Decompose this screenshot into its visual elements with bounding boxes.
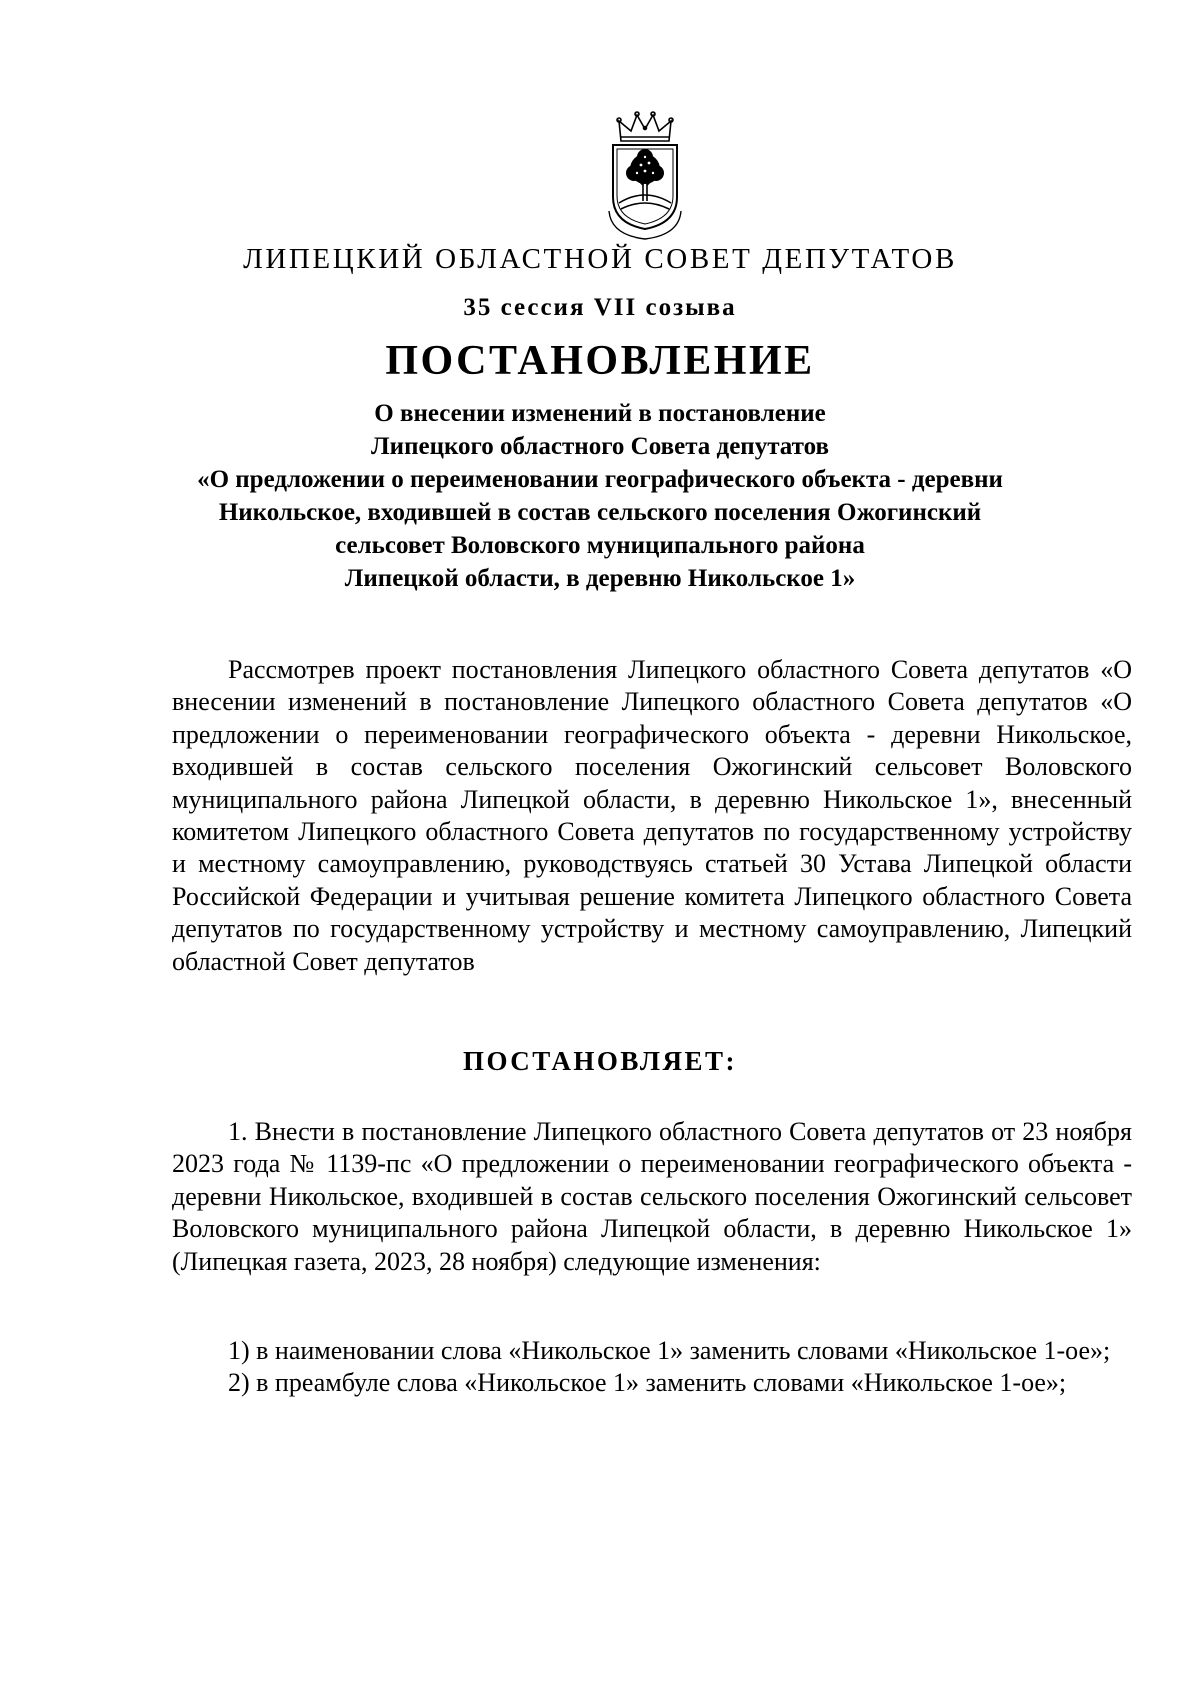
subject-line: О внесении изменений в постановление	[374, 400, 826, 427]
council-name: ЛИПЕЦКИЙ ОБЛАСТНОЙ СОВЕТ ДЕПУТАТОВ	[243, 243, 957, 275]
preamble-paragraph: Рассмотрев проект постановления Липецкого областного Совета депутатов «О внесении изменений в постановление Липецкого областного Совета депутатов «О предложении о переименовании географического объекта - деревни Никольское, входившей в состав сельского поселения Ожогинский сельсовет Воловского муниципального района Липецкой области, в деревню Никольское 1», внесенный комитетом Липецкого областного Совета депутатов по государственному устройству и местному самоуправлению, руководствуясь статьей 30 Устава Липецкой области Российской Федерации и учитывая решение комитета Липецкого областного Совета депутатов по государственному устройству и местному самоуправлению, Липецкий областной Совет депутатов	[172, 655, 1132, 976]
subitem: 1) в наименовании слова «Никольское 1» заменить словами «Никольское 1-ое»;	[228, 1336, 1111, 1365]
subitem: 2) в преамбуле слова «Никольское 1» заменить словами «Никольское 1-ое»;	[228, 1368, 1067, 1398]
subject-line: Никольское, входившей в состав сельского поселения Ожогинский	[218, 499, 982, 526]
subject-line: Липецкой области, в деревню Никольское 1»	[344, 565, 856, 592]
document-type: ПОСТАНОВЛЕНИЕ	[385, 338, 815, 384]
document-subject	[150, 397, 1050, 595]
coat-of-arms-icon	[601, 111, 689, 241]
subitem-list	[172, 1335, 1132, 1400]
subject-line: Липецкого областного Совета депутатов	[371, 433, 829, 460]
decree-heading: ПОСТАНОВЛЯЕТ:	[462, 1046, 738, 1076]
subject-line: сельсовет Воловского муниципального района	[335, 532, 865, 559]
subject-line: «О предложении о переименовании географического объекта - деревни	[197, 466, 1003, 493]
session-label: 35 сессия VII созыва	[463, 294, 737, 321]
item-1-paragraph: 1. Внести в постановление Липецкого областного Совета депутатов от 23 ноября 2023 года № 1139-пс «О предложении о переименовании географического объекта - деревни Никольское, входившей в состав сельского поселения Ожогинский сельсовет Воловского муниципального района Липецкой области, в деревню Никольское 1» (Липецкая газета, 2023, 28 ноября) следующие изменения:	[172, 1117, 1132, 1276]
